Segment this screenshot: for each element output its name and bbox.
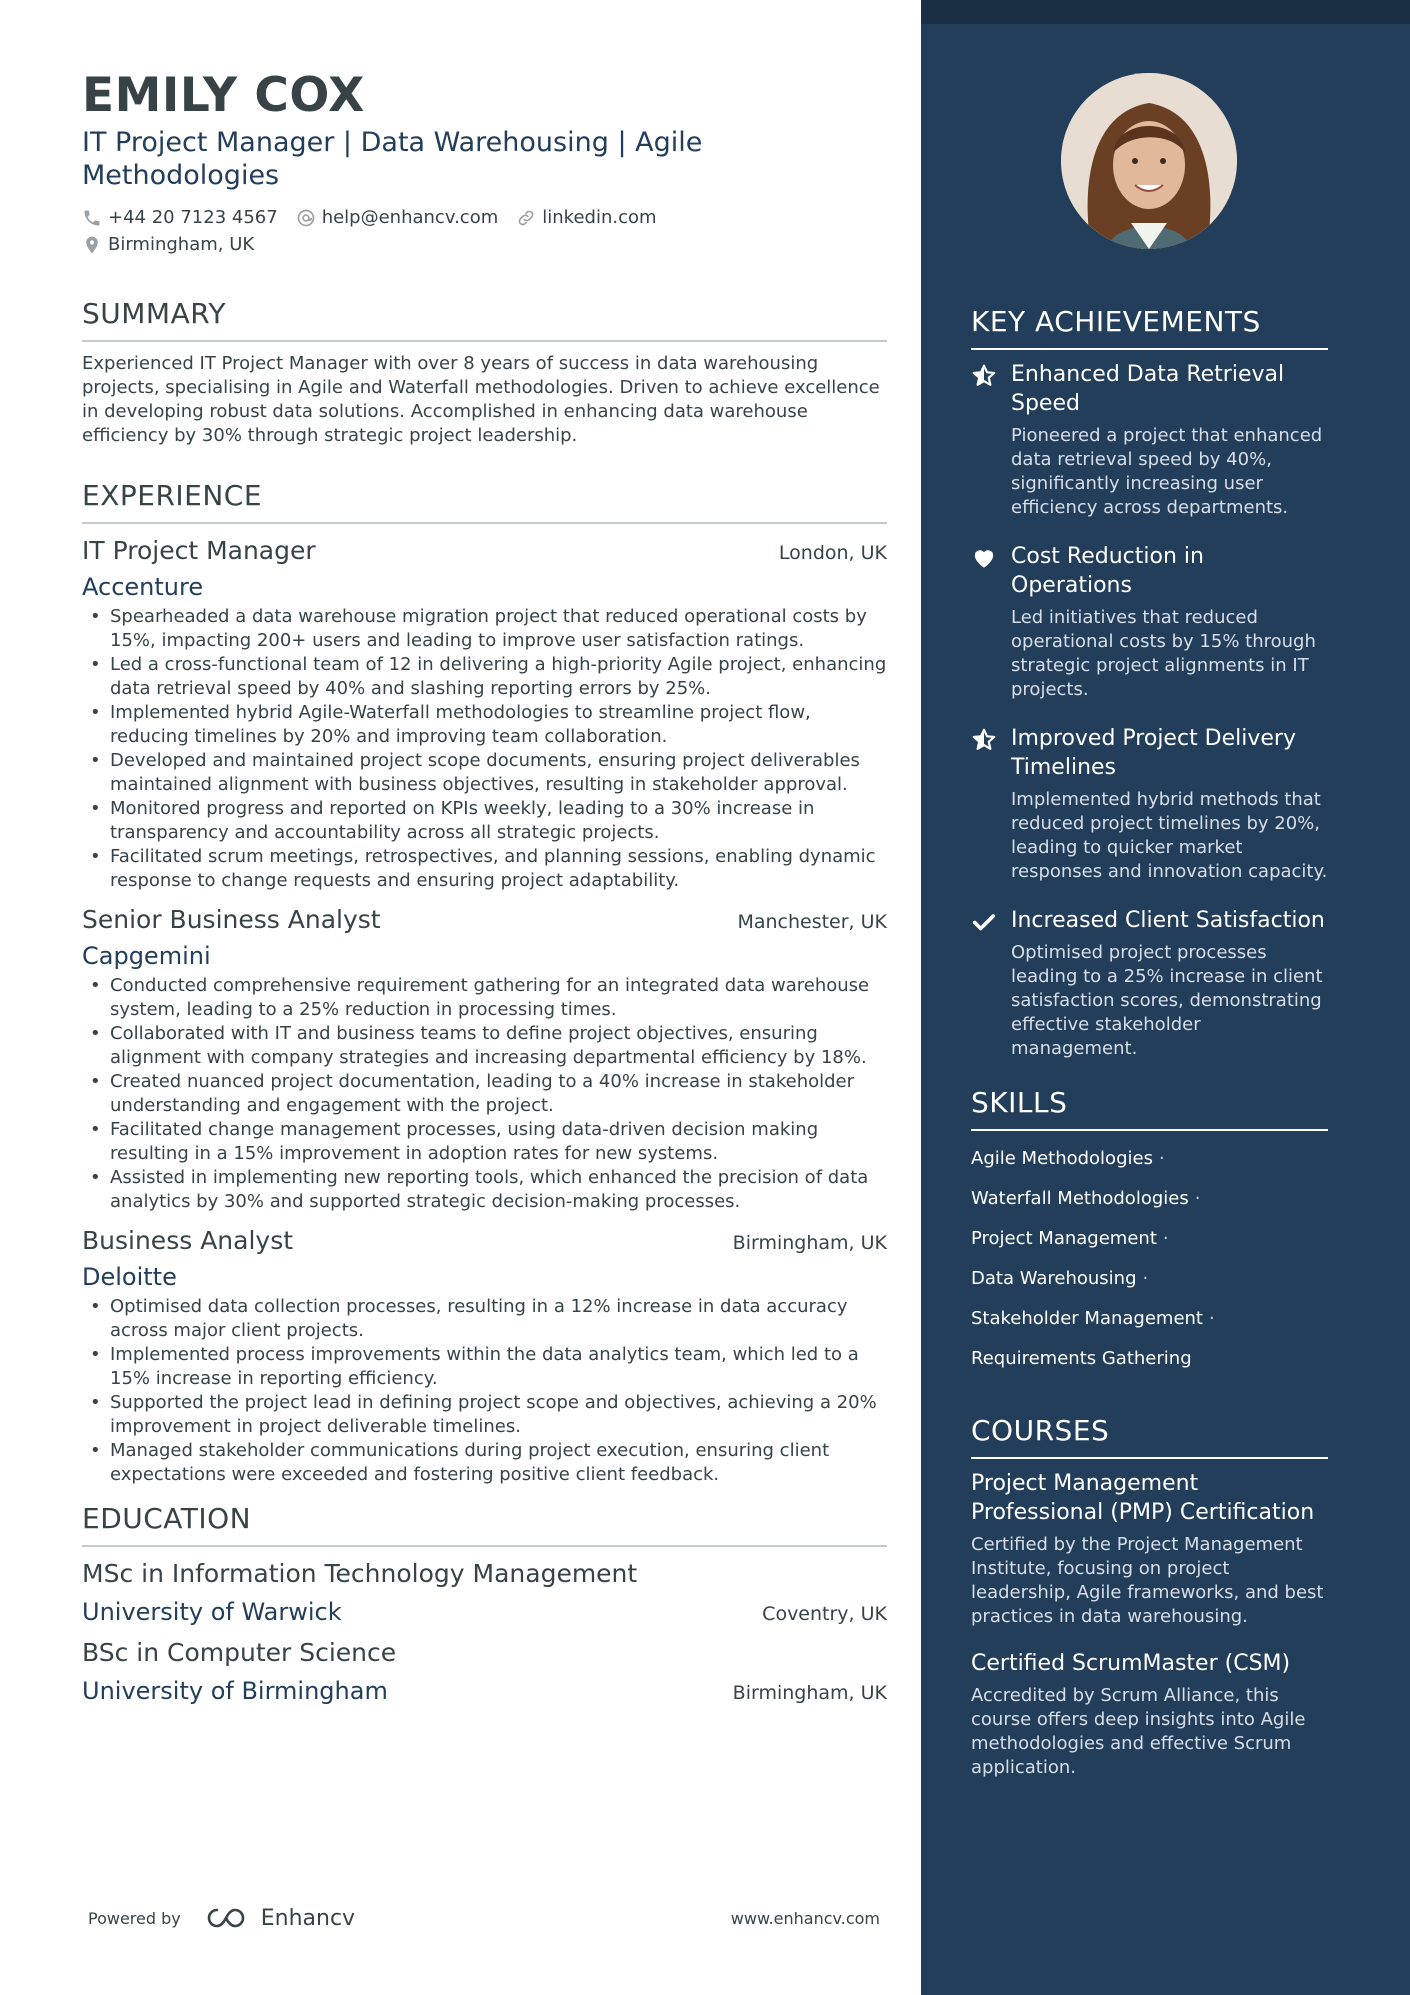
course-title: Certified ScrumMaster (CSM) <box>971 1651 1291 1676</box>
education-entry <box>82 1557 887 1626</box>
contact-info <box>82 204 722 258</box>
skill-label: Agile Methodologies <box>971 1148 1153 1169</box>
contact-email[interactable] <box>296 204 499 231</box>
course-desc: Certified by the Project Management Institute, focusing on project leadership, Agile frameworks, and best practices in data warehousing. <box>971 1534 1324 1627</box>
skill-label: Data Warehousing <box>971 1268 1137 1289</box>
skill-item <box>971 1141 1328 1181</box>
degree-title: BSc in Computer Science <box>82 1638 397 1667</box>
contact-phone[interactable] <box>82 204 278 231</box>
skill-label: Project Management <box>971 1228 1157 1249</box>
job-title: Business Analyst <box>82 1226 294 1255</box>
sidebar-top-strip <box>921 0 1410 24</box>
job-bullets <box>82 1295 887 1487</box>
linkedin-text: linkedin.com <box>542 207 657 228</box>
job-bullet: • Assisted in implementing new reporting tools, which enhanced the precision of data analytics by 30% and supported strategic decision-making processes. <box>82 1166 887 1214</box>
skill-item <box>971 1181 1328 1221</box>
job-bullet: • Managed stakeholder communications during project execution, ensuring client expectations were exceeded and fostering positive client feedback. <box>82 1439 887 1487</box>
skill-separator: · <box>1194 1188 1201 1209</box>
job-title: Senior Business Analyst <box>82 905 381 934</box>
achievement-desc: Implemented hybrid methods that reduced project timelines by 20%, leading to quicker market responses and innovation capacity. <box>1011 789 1328 882</box>
job-bullet: • Spearheaded a data warehouse migration project that reduced operational costs by 15%, impacting 200+ users and leading to improve user satisfaction ratings. <box>82 605 887 653</box>
education-heading: EDUCATION <box>82 1499 887 1547</box>
skills-heading: SKILLS <box>971 1083 1328 1131</box>
skill-separator: · <box>1209 1308 1215 1329</box>
skill-separator: · <box>1158 1148 1165 1169</box>
achievement-title: Increased Client Satisfaction <box>1011 908 1325 933</box>
job-bullet: • Facilitated scrum meetings, retrospectives, and planning sessions, enabling dynamic response to change requests and ensuring project adaptability. <box>82 845 887 893</box>
courses-heading: COURSES <box>971 1411 1328 1459</box>
powered-by <box>88 1906 355 1931</box>
achievement-title: Enhanced Data Retrieval Speed <box>1011 362 1285 416</box>
course-title: Project Management Professional (PMP) Certification <box>971 1471 1315 1525</box>
job-bullet: • Conducted comprehensive requirement gathering for an integrated data warehouse system, leading to a 25% reduction in processing times. <box>82 974 887 1022</box>
company-name: Deloitte <box>82 1263 177 1291</box>
main-column <box>82 68 887 1715</box>
achievements-heading: KEY ACHIEVEMENTS <box>971 302 1328 350</box>
skill-separator: · <box>1162 1228 1169 1249</box>
education-entry <box>82 1636 887 1705</box>
course-desc: Accredited by Scrum Alliance, this course offers deep insights into Agile methodologies and effective Scrum application. <box>971 1685 1306 1778</box>
achievement-item <box>971 906 1328 1061</box>
job-bullets <box>82 974 887 1214</box>
summary-section <box>82 294 887 448</box>
footer <box>88 1900 880 1936</box>
website-link[interactable]: www.enhancv.com <box>730 1908 880 1928</box>
job-title: IT Project Manager <box>82 536 316 565</box>
education-section <box>82 1499 887 1705</box>
job-bullet: • Monitored progress and reported on KPIs weekly, leading to a 30% increase in transparency and accountability across all strategic projects. <box>82 797 887 845</box>
university-location: Birmingham, UK <box>732 1682 887 1704</box>
candidate-name: EMILY COX <box>82 68 365 123</box>
skills-section <box>971 1083 1328 1381</box>
avatar-portrait-icon <box>1061 73 1237 249</box>
experience-section <box>82 476 887 1487</box>
link-icon <box>516 208 536 228</box>
star-icon <box>971 363 997 389</box>
skill-label: Requirements Gathering <box>971 1348 1192 1369</box>
summary-heading: SUMMARY <box>82 294 887 342</box>
company-name: Accenture <box>82 573 204 601</box>
sidebar-content <box>971 302 1328 1800</box>
university-name: University of Warwick <box>82 1598 342 1626</box>
job-entry <box>82 1224 887 1487</box>
email-text: help@enhancv.com <box>321 207 499 228</box>
skill-separator: · <box>1142 1268 1149 1289</box>
job-entry <box>82 534 887 893</box>
job-location: London, UK <box>778 542 887 564</box>
course-item <box>971 1649 1328 1780</box>
candidate-title: IT Project Manager | Data Warehousing | Agile Methodologies <box>82 127 703 191</box>
experience-heading: EXPERIENCE <box>82 476 887 524</box>
degree-title: MSc in Information Technology Management <box>82 1559 638 1588</box>
achievement-desc: Led initiatives that reduced operational costs by 15% through strategic project alignments in IT projects. <box>1011 607 1316 700</box>
brand-logo[interactable] <box>207 1906 355 1931</box>
job-location: Manchester, UK <box>737 911 887 933</box>
course-item <box>971 1469 1328 1629</box>
job-bullet: • Implemented hybrid Agile-Waterfall methodologies to streamline project flow, reducing timelines by 20% and improving team collaboration. <box>82 701 887 749</box>
contact-linkedin[interactable] <box>516 204 656 231</box>
courses-section <box>971 1411 1328 1780</box>
achievement-item <box>971 542 1328 702</box>
job-bullet: • Facilitated change management processes, using data-driven decision making resulting in a 15% improvement in adoption rates for new systems. <box>82 1118 887 1166</box>
job-bullet: • Led a cross-functional team of 12 in delivering a high-priority Agile project, enhancing data retrieval speed by 40% and slashing reporting errors by 25%. <box>82 653 887 701</box>
enhancv-logo-icon <box>207 1906 253 1930</box>
star-icon <box>971 727 997 753</box>
skill-label: Stakeholder Management <box>971 1308 1203 1329</box>
achievement-item <box>971 724 1328 884</box>
job-bullet: • Supported the project lead in defining project scope and objectives, achieving a 20% improvement in project deliverable timelines. <box>82 1391 887 1439</box>
job-location: Birmingham, UK <box>732 1232 887 1254</box>
job-bullet: • Created nuanced project documentation, leading to a 40% increase in stakeholder understanding and engagement with the project. <box>82 1070 887 1118</box>
achievement-desc: Optimised project processes leading to a 25% increase in client satisfaction scores, demonstrating effective stakeholder management. <box>1011 942 1323 1059</box>
company-name: Capgemini <box>82 942 211 970</box>
job-bullets <box>82 605 887 893</box>
achievement-title: Cost Reduction in Operations <box>1011 544 1204 598</box>
at-icon <box>296 208 316 228</box>
phone-icon <box>82 208 102 228</box>
achievement-desc: Pioneered a project that enhanced data retrieval speed by 40%, significantly increasing user efficiency across departments. <box>1011 425 1323 518</box>
skill-item <box>971 1261 1328 1301</box>
heart-icon <box>971 545 997 571</box>
sidebar <box>921 0 1410 1995</box>
job-bullet: • Developed and maintained project scope documents, ensuring project deliverables maintained alignment with business objectives, resulting in stakeholder approval. <box>82 749 887 797</box>
job-bullet: • Collaborated with IT and business teams to define project objectives, ensuring alignment with company strategies and increasing departmental efficiency by 18%. <box>82 1022 887 1070</box>
achievement-title: Improved Project Delivery Timelines <box>1011 726 1297 780</box>
summary-text: Experienced IT Project Manager with over 8 years of success in data warehousing projects, specialising in Agile and Waterfall methodologies. Driven to achieve excellence in developing robust data solutions. Accomplished in enhancing data warehouse efficiency by 30% through strategic project leadership. <box>82 353 880 446</box>
skill-label: Waterfall Methodologies <box>971 1188 1189 1209</box>
location-text: Birmingham, UK <box>108 234 255 255</box>
contact-location <box>82 231 254 258</box>
skill-item <box>971 1301 1328 1341</box>
skill-item <box>971 1341 1328 1381</box>
job-bullet: • Implemented process improvements within the data analytics team, which led to a 15% increase in reporting efficiency. <box>82 1343 887 1391</box>
achievement-item <box>971 360 1328 520</box>
check-icon <box>971 909 997 935</box>
job-bullet: • Optimised data collection processes, resulting in a 12% increase in data accuracy across major client projects. <box>82 1295 887 1343</box>
phone-text: +44 20 7123 4567 <box>108 207 278 228</box>
brand-name: Enhancv <box>260 1905 356 1931</box>
university-name: University of Birmingham <box>82 1677 388 1705</box>
skill-item <box>971 1221 1328 1261</box>
job-entry <box>82 903 887 1214</box>
university-location: Coventry, UK <box>762 1603 887 1625</box>
profile-photo <box>1061 73 1237 249</box>
location-pin-icon <box>82 235 102 255</box>
powered-by-label: Powered by <box>88 1908 181 1928</box>
